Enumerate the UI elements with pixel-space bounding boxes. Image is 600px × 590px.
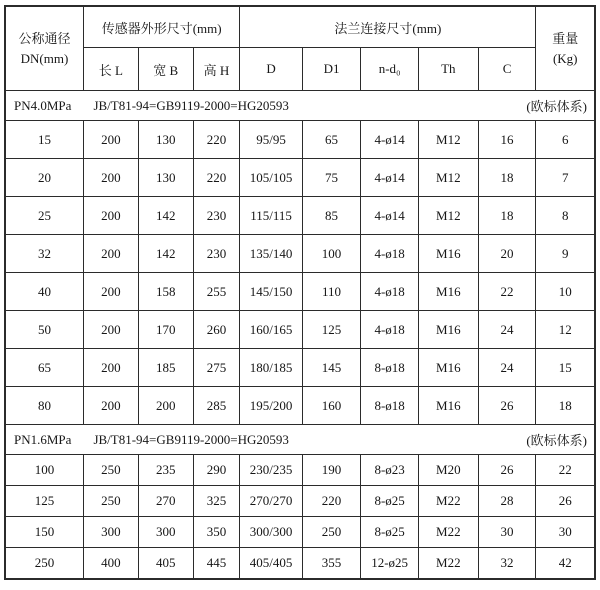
header-nominal-diameter	[5, 6, 83, 91]
subheader-row	[5, 48, 595, 91]
standard-system-note: (欧标体系)	[526, 433, 587, 448]
spec-value-cell: 8-ø23	[361, 455, 419, 486]
spec-value-cell: 260	[193, 311, 240, 349]
subheader-height-h: 高 H	[193, 48, 240, 91]
spec-value-cell: 160/165	[240, 311, 303, 349]
spec-table-container	[4, 5, 596, 580]
spec-value-cell: 200	[83, 159, 138, 197]
spec-value-cell: 195/200	[240, 387, 303, 425]
spec-value-cell: 235	[138, 455, 193, 486]
section-divider-row	[5, 425, 595, 455]
header-sensor-dimensions: 传感器外形尺寸(mm)	[83, 6, 239, 48]
spec-value-cell: 16	[478, 121, 536, 159]
spec-value-cell: M16	[419, 311, 479, 349]
spec-value-cell: 26	[536, 486, 595, 517]
spec-row	[5, 486, 595, 517]
spec-value-cell: 250	[302, 517, 360, 548]
spec-value-cell: 142	[138, 235, 193, 273]
spec-value-cell: 200	[83, 273, 138, 311]
spec-value-cell: 170	[138, 311, 193, 349]
spec-value-cell: 4-ø18	[361, 235, 419, 273]
spec-row	[5, 159, 595, 197]
spec-value-cell: 110	[302, 273, 360, 311]
header-weight	[536, 6, 595, 91]
spec-value-cell: M16	[419, 273, 479, 311]
pressure-rating: PN1.6MPa	[14, 431, 72, 447]
header-weight-line2: (Kg)	[552, 50, 578, 66]
spec-value-cell: 18	[536, 387, 595, 425]
spec-row	[5, 455, 595, 486]
spec-value-cell: M22	[419, 486, 479, 517]
spec-value-cell: 24	[478, 311, 536, 349]
spec-value-cell: 350	[193, 517, 240, 548]
dn-value-cell: 15	[5, 121, 83, 159]
spec-value-cell: 230	[193, 197, 240, 235]
spec-value-cell: 85	[302, 197, 360, 235]
spec-value-cell: 325	[193, 486, 240, 517]
dn-value-cell: 150	[5, 517, 83, 548]
subheader-n-d0: n-d₀	[361, 48, 419, 91]
spec-value-cell: M16	[419, 387, 479, 425]
flange-standard: JB/T81-94=GB9119-2000=HG20593	[93, 97, 289, 113]
spec-value-cell: 12-ø25	[361, 548, 419, 580]
spec-row	[5, 387, 595, 425]
header-nominal-diameter-line1: 公称通径	[18, 30, 71, 46]
spec-value-cell: 300	[83, 517, 138, 548]
spec-value-cell: 290	[193, 455, 240, 486]
spec-value-cell: 20	[478, 235, 536, 273]
spec-value-cell: 7	[536, 159, 595, 197]
spec-value-cell: 22	[478, 273, 536, 311]
spec-value-cell: 160	[302, 387, 360, 425]
dn-value-cell: 65	[5, 349, 83, 387]
spec-value-cell: M16	[419, 349, 479, 387]
dn-value-cell: 125	[5, 486, 83, 517]
spec-value-cell: 4-ø14	[361, 197, 419, 235]
standard-system-note: (欧标体系)	[526, 99, 587, 114]
spec-value-cell: 32	[478, 548, 536, 580]
spec-value-cell: 12	[536, 311, 595, 349]
dn-value-cell: 20	[5, 159, 83, 197]
spec-value-cell: 220	[302, 486, 360, 517]
spec-value-cell: 400	[83, 548, 138, 580]
spec-value-cell: 230/235	[240, 455, 303, 486]
spec-value-cell: 220	[193, 121, 240, 159]
spec-value-cell: 8-ø18	[361, 387, 419, 425]
spec-value-cell: 135/140	[240, 235, 303, 273]
spec-value-cell: 300	[138, 517, 193, 548]
spec-value-cell: 42	[536, 548, 595, 580]
spec-value-cell: 95/95	[240, 121, 303, 159]
spec-row	[5, 121, 595, 159]
spec-value-cell: 285	[193, 387, 240, 425]
spec-value-cell: 145/150	[240, 273, 303, 311]
dn-value-cell: 40	[5, 273, 83, 311]
spec-value-cell: 130	[138, 121, 193, 159]
spec-value-cell: 255	[193, 273, 240, 311]
spec-value-cell: M12	[419, 159, 479, 197]
subheader-d1: D1	[302, 48, 360, 91]
header-nominal-diameter-line2: DN(mm)	[20, 50, 69, 66]
spec-value-cell: 230	[193, 235, 240, 273]
dn-value-cell: 100	[5, 455, 83, 486]
spec-value-cell: 145	[302, 349, 360, 387]
subheader-c: C	[478, 48, 536, 91]
spec-value-cell: 18	[478, 197, 536, 235]
spec-value-cell: 26	[478, 387, 536, 425]
spec-value-cell: 405	[138, 548, 193, 580]
spec-value-cell: 8	[536, 197, 595, 235]
pressure-rating: PN4.0MPa	[14, 97, 72, 113]
spec-value-cell: 105/105	[240, 159, 303, 197]
spec-value-cell: 445	[193, 548, 240, 580]
spec-value-cell: 4-ø14	[361, 121, 419, 159]
spec-value-cell: 200	[83, 349, 138, 387]
spec-value-cell: 130	[138, 159, 193, 197]
spec-value-cell: 185	[138, 349, 193, 387]
spec-value-cell: 22	[536, 455, 595, 486]
spec-value-cell: 15	[536, 349, 595, 387]
spec-value-cell: 200	[83, 121, 138, 159]
spec-value-cell: 220	[193, 159, 240, 197]
subheader-d: D	[240, 48, 303, 91]
dn-value-cell: 25	[5, 197, 83, 235]
spec-value-cell: 300/300	[240, 517, 303, 548]
dn-value-cell: 80	[5, 387, 83, 425]
spec-row	[5, 349, 595, 387]
spec-value-cell: M20	[419, 455, 479, 486]
spec-value-cell: 180/185	[240, 349, 303, 387]
spec-row	[5, 235, 595, 273]
spec-value-cell: 8-ø18	[361, 349, 419, 387]
spec-value-cell: M12	[419, 121, 479, 159]
spec-value-cell: 190	[302, 455, 360, 486]
spec-value-cell: 8-ø25	[361, 486, 419, 517]
spec-value-cell: 270/270	[240, 486, 303, 517]
spec-value-cell: 142	[138, 197, 193, 235]
spec-value-cell: 275	[193, 349, 240, 387]
spec-value-cell: 24	[478, 349, 536, 387]
spec-value-cell: 65	[302, 121, 360, 159]
spec-row	[5, 517, 595, 548]
spec-value-cell: 100	[302, 235, 360, 273]
spec-value-cell: 30	[478, 517, 536, 548]
spec-value-cell: 30	[536, 517, 595, 548]
spec-row	[5, 311, 595, 349]
section-divider-cell	[5, 91, 595, 121]
section-divider-row	[5, 91, 595, 121]
spec-value-cell: M22	[419, 548, 479, 580]
spec-value-cell: 75	[302, 159, 360, 197]
spec-value-cell: 200	[83, 311, 138, 349]
spec-value-cell: 4-ø14	[361, 159, 419, 197]
spec-value-cell: 270	[138, 486, 193, 517]
spec-value-cell: 200	[83, 197, 138, 235]
dn-value-cell: 50	[5, 311, 83, 349]
spec-value-cell: 200	[83, 235, 138, 273]
dn-value-cell: 250	[5, 548, 83, 580]
spec-value-cell: 405/405	[240, 548, 303, 580]
subheader-width-b: 宽 B	[138, 48, 193, 91]
subheader-th: Th	[419, 48, 479, 91]
section-divider-cell	[5, 425, 595, 455]
spec-value-cell: 250	[83, 455, 138, 486]
spec-row	[5, 273, 595, 311]
spec-value-cell: 200	[83, 387, 138, 425]
flowmeter-dimension-table	[4, 5, 596, 580]
spec-row	[5, 548, 595, 580]
spec-value-cell: M12	[419, 197, 479, 235]
spec-value-cell: 26	[478, 455, 536, 486]
spec-value-cell: 18	[478, 159, 536, 197]
spec-value-cell: 200	[138, 387, 193, 425]
spec-value-cell: 250	[83, 486, 138, 517]
header-weight-line1: 重量	[552, 30, 579, 46]
spec-row	[5, 197, 595, 235]
subheader-length-l: 长 L	[83, 48, 138, 91]
spec-value-cell: 125	[302, 311, 360, 349]
dn-value-cell: 32	[5, 235, 83, 273]
spec-value-cell: 10	[536, 273, 595, 311]
spec-value-cell: 115/115	[240, 197, 303, 235]
spec-value-cell: 9	[536, 235, 595, 273]
table-body	[5, 91, 595, 580]
spec-value-cell: 28	[478, 486, 536, 517]
spec-value-cell: M16	[419, 235, 479, 273]
spec-value-cell: 355	[302, 548, 360, 580]
flange-standard: JB/T81-94=GB9119-2000=HG20593	[93, 431, 289, 447]
spec-value-cell: 158	[138, 273, 193, 311]
spec-value-cell: 6	[536, 121, 595, 159]
header-flange-dimensions: 法兰连接尺寸(mm)	[240, 6, 536, 48]
spec-value-cell: M22	[419, 517, 479, 548]
spec-value-cell: 4-ø18	[361, 273, 419, 311]
spec-value-cell: 4-ø18	[361, 311, 419, 349]
spec-value-cell: 8-ø25	[361, 517, 419, 548]
